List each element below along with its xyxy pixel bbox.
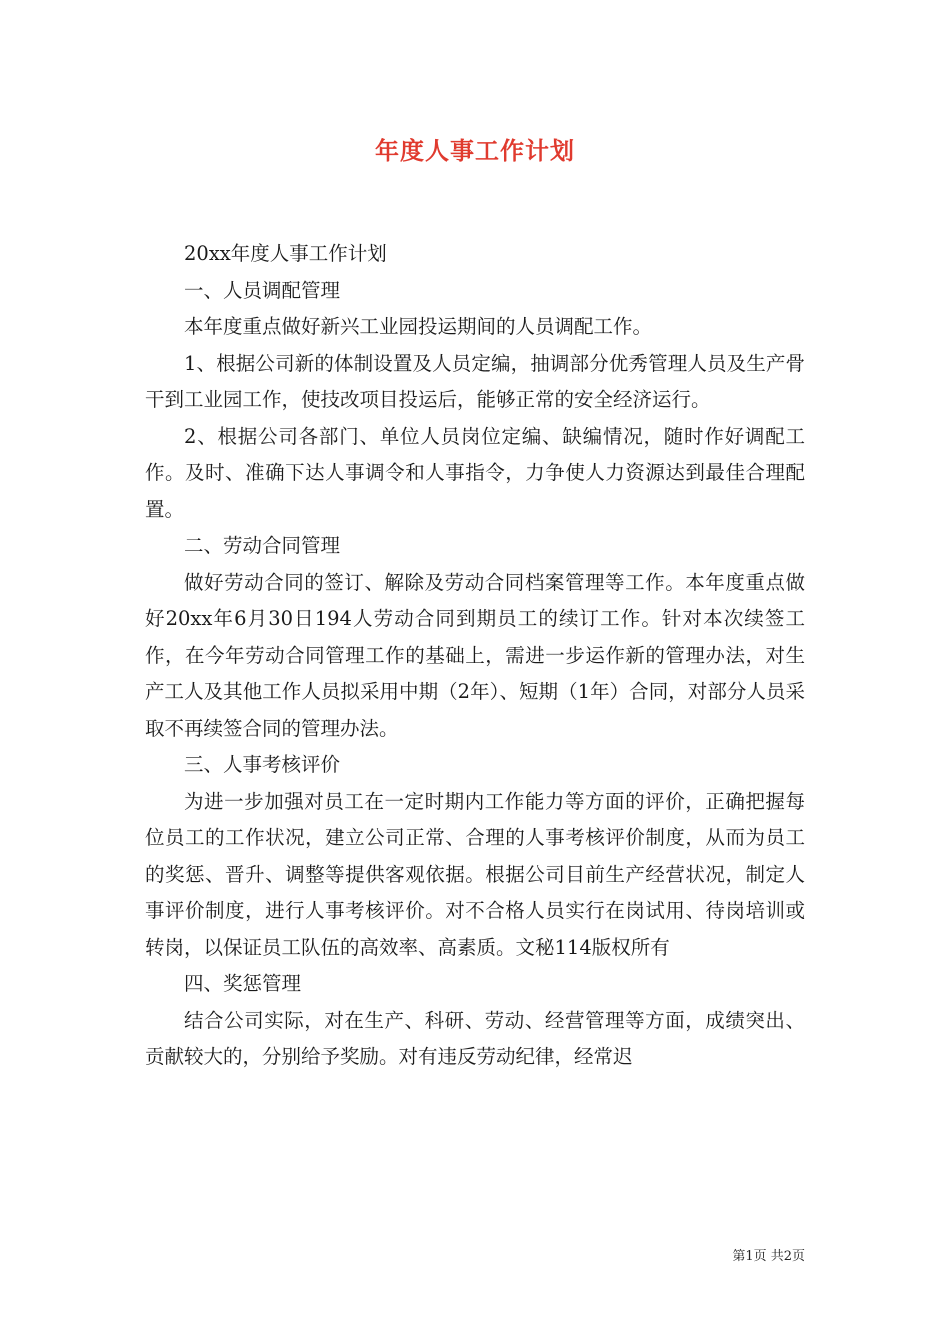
document-title: 年度人事工作计划	[375, 137, 575, 165]
paragraph: 本年度重点做好新兴工业园投运期间的人员调配工作。	[184, 315, 653, 338]
paragraph: 2、根据公司各部门、单位人员岗位定编、缺编情况，随时作好调配工作。及时、准确下达人事调令和人事指令，力争使人力资源达到最佳合理配置。	[145, 424, 805, 521]
paragraph: 做好劳动合同的签订、解除及劳动合同档案管理等工作。本年度重点做好20xx年6月30日194人劳动合同到期员工的续订工作。针对本次续签工作，在今年劳动合同管理工作的基础上，需进一步运作新的管理办法，对生产工人及其他工作人员拟采用中期（2年）、短期（1年）合同，对部分人员采取不再续签合同的管理办法。	[145, 570, 805, 740]
paragraph: 结合公司实际，对在生产、科研、劳动、经营管理等方面，成绩突出、贡献较大的，分别给予奖励。对有违反劳动纪律，经常迟	[145, 1008, 805, 1068]
section-heading-4: 四、奖惩管理	[184, 972, 302, 995]
paragraph-heading: 20xx年度人事工作计划	[184, 242, 387, 265]
page-number: 第1页 共2页	[732, 1249, 805, 1264]
section-heading-1: 一、人员调配管理	[184, 278, 341, 302]
document-body	[145, 236, 805, 1076]
section-heading-3: 三、人事考核评价	[184, 753, 341, 776]
paragraph: 1、根据公司新的体制设置及人员定编，抽调部分优秀管理人员及生产骨干到工业园工作，使技改项目投运后，能够正常的安全经济运行。	[145, 351, 805, 411]
section-heading-2: 二、劳动合同管理	[184, 534, 341, 557]
paragraph: 为进一步加强对员工在一定时期内工作能力等方面的评价，正确把握每位员工的工作状况，建立公司正常、合理的人事考核评价制度，从而为员工的奖惩、晋升、调整等提供客观依据。根据公司目前生产经营状况，制定人事评价制度，进行人事考核评价。对不合格人员实行在岗试用、待岗培训或转岗，以保证员工队伍的高效率、高素质。文秘114版权所有	[145, 789, 805, 959]
